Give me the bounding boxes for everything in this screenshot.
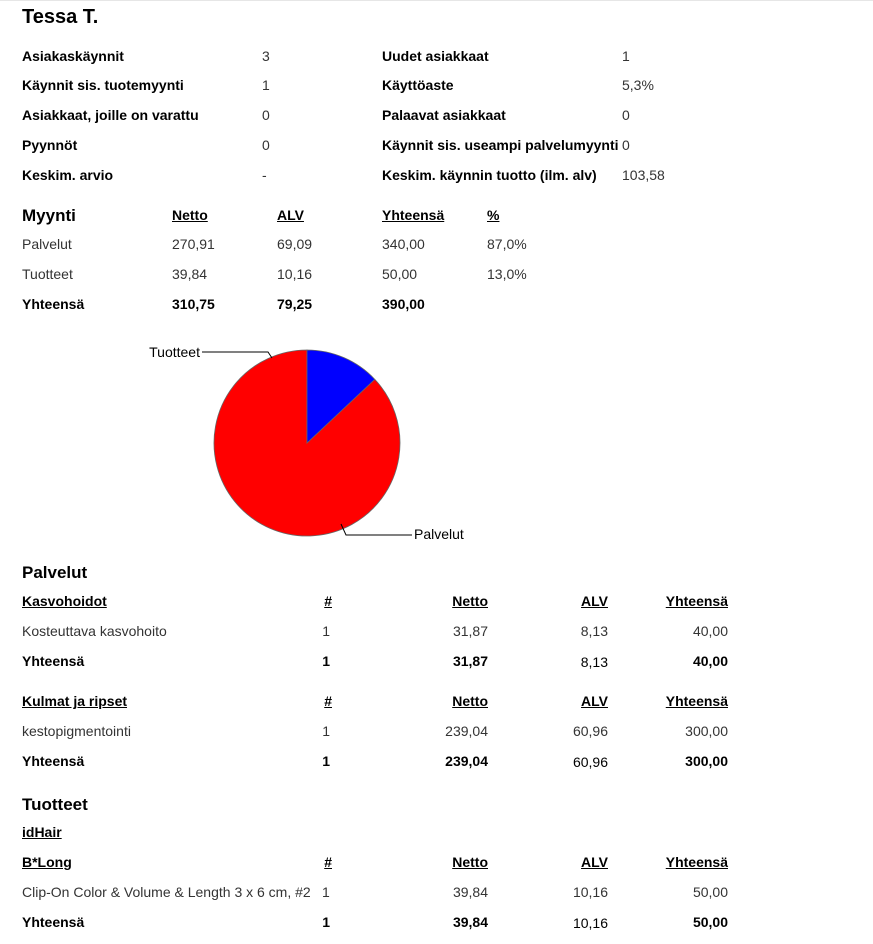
top-border bbox=[0, 0, 873, 1]
stat-label: Keskim. käynnin tuotto (ilm. alv) bbox=[382, 167, 597, 183]
sales-pie-chart bbox=[0, 330, 600, 550]
service-item-name: kestopigmentointi bbox=[22, 723, 131, 739]
column-header-count: # bbox=[324, 693, 332, 709]
stat-label: Uudet asiakkaat bbox=[382, 48, 489, 64]
pie-label-palvelut: Palvelut bbox=[414, 526, 464, 542]
product-group-total-count: 1 bbox=[322, 914, 330, 930]
pie-leader-line-palvelut bbox=[341, 524, 412, 535]
column-header-count: # bbox=[324, 854, 332, 870]
page-title: Tessa T. bbox=[22, 6, 99, 28]
service-group-total-total: 300,00 bbox=[685, 753, 728, 769]
service-group-total-netto: 31,87 bbox=[452, 653, 488, 669]
service-item-count: 1 bbox=[322, 623, 330, 639]
product-item-name: Clip-On Color & Volume & Length 3 x 6 cm, #2 bbox=[22, 884, 311, 900]
stat-label: Asiakaskäynnit bbox=[22, 48, 124, 64]
column-header-total: Yhteensä bbox=[665, 854, 728, 870]
product-item-alv: 10,16 bbox=[572, 884, 608, 900]
stat-label: Pyynnöt bbox=[22, 137, 78, 153]
product-group-total-netto: 39,84 bbox=[452, 914, 488, 930]
service-group-total-count: 1 bbox=[322, 653, 330, 669]
column-header-alv: ALV bbox=[581, 693, 608, 709]
column-header-alv: ALV bbox=[581, 593, 608, 609]
column-header-netto: Netto bbox=[452, 854, 488, 870]
column-header-percent: % bbox=[487, 207, 500, 223]
stat-value: 0 bbox=[622, 137, 630, 153]
stat-label: Asiakkaat, joille on varattu bbox=[22, 107, 199, 123]
sales-total-label: Yhteensä bbox=[22, 296, 85, 312]
service-item-name: Kosteuttava kasvohoito bbox=[22, 623, 167, 639]
service-group-total-netto: 239,04 bbox=[445, 753, 488, 769]
column-header-netto: Netto bbox=[452, 593, 488, 609]
pie-leader-line-tuotteet bbox=[202, 352, 272, 358]
stat-value: 1 bbox=[622, 48, 630, 64]
service-item-count: 1 bbox=[322, 723, 330, 739]
stat-value: 0 bbox=[262, 107, 270, 123]
product-group-total-total: 50,00 bbox=[692, 914, 728, 930]
service-item-alv: 60,96 bbox=[572, 723, 608, 739]
service-item-netto: 239,04 bbox=[445, 723, 488, 739]
stat-value: 5,3% bbox=[622, 77, 654, 93]
stat-value: 1 bbox=[262, 77, 270, 93]
column-header-total: Yhteensä bbox=[665, 593, 728, 609]
product-item-total: 50,00 bbox=[692, 884, 728, 900]
product-brand: idHair bbox=[22, 824, 62, 840]
stat-value: 3 bbox=[262, 48, 270, 64]
sales-row-percent: 13,0% bbox=[487, 266, 527, 282]
column-header-alv: ALV bbox=[581, 854, 608, 870]
sales-row-percent: 87,0% bbox=[487, 236, 527, 252]
service-item-total: 40,00 bbox=[692, 623, 728, 639]
stat-label: Käynnit sis. useampi palvelumyynti bbox=[382, 137, 619, 153]
sales-total-netto: 310,75 bbox=[172, 296, 215, 312]
sales-row-label: Tuotteet bbox=[22, 266, 73, 282]
service-item-netto: 31,87 bbox=[452, 623, 488, 639]
sales-total-alv: 79,25 bbox=[277, 296, 313, 312]
service-item-total: 300,00 bbox=[685, 723, 728, 739]
sales-total-total: 390,00 bbox=[382, 296, 425, 312]
service-group-name: Kasvohoidot bbox=[22, 593, 107, 609]
stat-value: 0 bbox=[622, 107, 630, 123]
column-header-netto: Netto bbox=[452, 693, 488, 709]
column-header-alv: ALV bbox=[277, 207, 304, 223]
sales-row-netto: 39,84 bbox=[172, 266, 208, 282]
stat-label: Käyttöaste bbox=[382, 77, 454, 93]
sales-row-netto: 270,91 bbox=[172, 236, 215, 252]
service-item-alv: 8,13 bbox=[580, 623, 608, 639]
stat-value: - bbox=[262, 167, 267, 183]
pie-label-tuotteet: Tuotteet bbox=[149, 344, 200, 360]
sales-row-alv: 69,09 bbox=[277, 236, 313, 252]
column-header-total: Yhteensä bbox=[665, 693, 728, 709]
service-group-total-alv: 60,96 bbox=[572, 754, 608, 770]
service-group-total-count: 1 bbox=[322, 753, 330, 769]
sales-row-total: 50,00 bbox=[382, 266, 418, 282]
stat-value: 103,58 bbox=[622, 167, 665, 183]
product-item-count: 1 bbox=[322, 884, 330, 900]
sales-heading: Myynti bbox=[22, 206, 76, 225]
product-group-name: B*Long bbox=[22, 854, 72, 870]
products-heading: Tuotteet bbox=[22, 795, 88, 814]
sales-row-label: Palvelut bbox=[22, 236, 72, 252]
services-heading: Palvelut bbox=[22, 563, 88, 582]
stat-value: 0 bbox=[262, 137, 270, 153]
service-group-name: Kulmat ja ripset bbox=[22, 693, 128, 709]
column-header-count: # bbox=[324, 593, 332, 609]
product-item-netto: 39,84 bbox=[452, 884, 488, 900]
stat-label: Käynnit sis. tuotemyynti bbox=[22, 77, 184, 93]
sales-row-total: 340,00 bbox=[382, 236, 425, 252]
sales-row-alv: 10,16 bbox=[277, 266, 313, 282]
product-group-total-alv: 10,16 bbox=[572, 915, 608, 931]
service-group-total-total: 40,00 bbox=[692, 653, 728, 669]
column-header-netto: Netto bbox=[172, 207, 208, 223]
service-group-total-label: Yhteensä bbox=[22, 753, 85, 769]
product-group-total-label: Yhteensä bbox=[22, 914, 85, 930]
service-group-total-alv: 8,13 bbox=[580, 654, 608, 670]
stat-label: Palaavat asiakkaat bbox=[382, 107, 506, 123]
column-header-total: Yhteensä bbox=[382, 207, 445, 223]
service-group-total-label: Yhteensä bbox=[22, 653, 85, 669]
stat-label: Keskim. arvio bbox=[22, 167, 114, 183]
